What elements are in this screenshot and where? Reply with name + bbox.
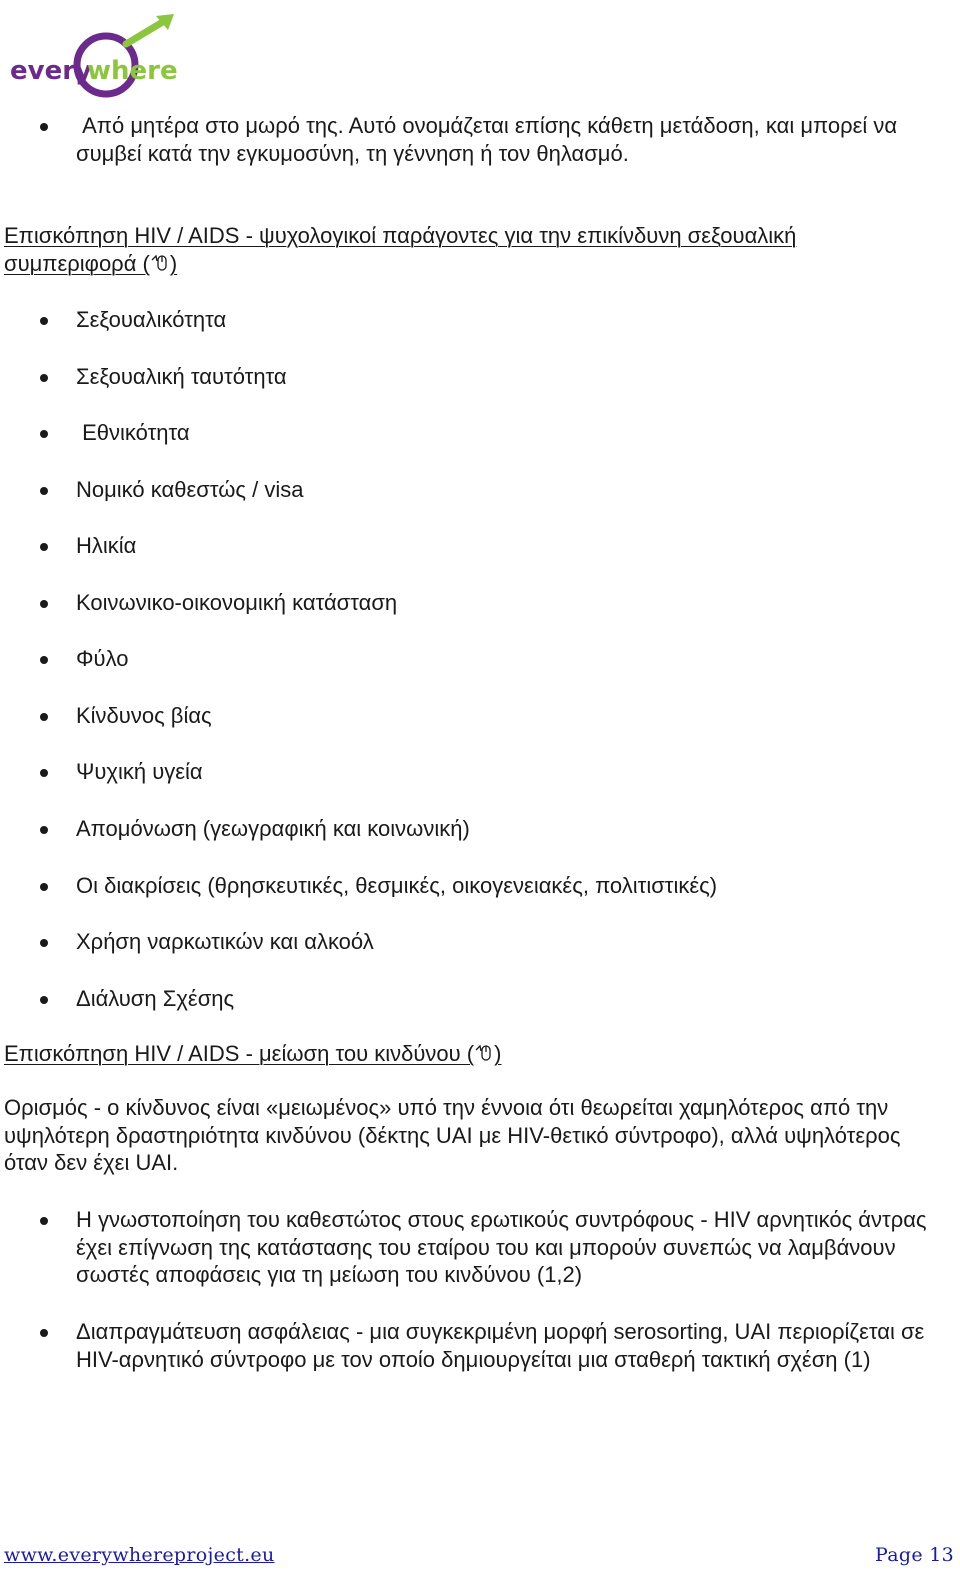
section-heading-risk-factors: [4, 222, 930, 280]
bullet-dot-icon: [40, 883, 48, 891]
list-item-text: Οι διακρίσεις (θρησκευτικές, θεσμικές, οικογενειακές, πολιτιστικές): [76, 873, 718, 898]
bullet-dot-icon: [40, 543, 48, 551]
bullet-dot-icon: [40, 656, 48, 664]
list-item-text: Ηλικία: [76, 533, 137, 558]
bullet-dot-icon: [40, 600, 48, 608]
heading-text-suffix: ): [494, 1041, 502, 1066]
logo-text-every: every: [10, 56, 92, 86]
footer-website-link[interactable]: www.everywhereproject.eu: [4, 1544, 275, 1566]
list-item-text: Απομόνωση (γεωγραφική και κοινωνική): [76, 816, 470, 841]
bullet-dot-icon: [40, 713, 48, 721]
list-item-text: Εθνικότητα: [76, 420, 190, 445]
section-heading-risk-reduction: [4, 1040, 930, 1071]
bullet-dot-icon: [40, 996, 48, 1004]
list-item-text: Διαπραγμάτευση ασφάλειας - μια συγκεκριμένη μορφή serosorting, UAI περιορίζεται σε HIV-αρνητικό σύντροφο με τον οποίο δημιουργείται μια σταθερή τακτική σχέση (1): [76, 1319, 931, 1372]
list-item-text: Ψυχική υγεία: [76, 759, 203, 784]
list-item-text: Η γνωστοποίηση του καθεστώτος στους ερωτικούς συντρόφους - HIV αρνητικός άντρας έχει επίγνωση της κατάστασης του εταίρου του και μπορούν συνεπώς να λαμβάνουν σωστές αποφάσεις για τη μείωση του κινδύνου (1,2): [76, 1207, 933, 1287]
bullet-dot-icon: [40, 430, 48, 438]
bullet-dot-icon: [40, 123, 48, 131]
bullet-dot-icon: [40, 1217, 48, 1225]
bullet-dot-icon: [40, 1329, 48, 1337]
list-item-text: Κίνδυνος βίας: [76, 703, 212, 728]
heading-text: Επισκόπηση HIV / AIDS - ψυχολογικοί παράγοντες για την επικίνδυνη σεξουαλική συμπεριφορά (: [4, 223, 797, 276]
mouse-pointer-icon: [474, 1042, 494, 1071]
list-item-text: Χρήση ναρκωτικών και αλκοόλ: [76, 929, 374, 954]
bullet-dot-icon: [40, 374, 48, 382]
everywhere-logo: [8, 10, 180, 102]
bullet-dot-icon: [40, 826, 48, 834]
list-item-text: Νομικό καθεστώς / visa: [76, 477, 304, 502]
list-item-text: Διάλυση Σχέσης: [76, 986, 235, 1011]
list-item-text: Σεξουαλική ταυτότητα: [76, 364, 287, 389]
page-number: Page 13: [875, 1544, 954, 1566]
bullet-dot-icon: [40, 769, 48, 777]
bullet-dot-icon: [40, 487, 48, 495]
list-item-text: Κοινωνικο-οικονομική κατάσταση: [76, 590, 398, 615]
heading-text: Επισκόπηση HIV / AIDS - μείωση του κινδύνου (: [4, 1041, 475, 1066]
list-item-text: Σεξουαλικότητα: [76, 307, 227, 332]
list-item-text: Από μητέρα στο μωρό της. Αυτό ονομάζεται επίσης κάθετη μετάδοση, και μπορεί να συμβεί κατά την εγκυμοσύνη, τη γέννηση ή τον θηλασμό.: [76, 113, 904, 166]
bullet-dot-icon: [40, 939, 48, 947]
bullet-dot-icon: [40, 317, 48, 325]
definition-paragraph: Ορισμός - ο κίνδυνος είναι «μειωμένος» υπό την έννοια ότι θεωρείται χαμηλότερος από την υψηλότερη δραστηριότητα κινδύνου (δέκτης UAI με HIV-θετικό σύντροφο), αλλά υψηλότερος όταν δεν έχει UAI.: [4, 1095, 901, 1175]
mouse-pointer-icon: [150, 252, 170, 281]
logo-text-where: where: [87, 56, 178, 86]
heading-text-suffix: ): [169, 250, 178, 276]
list-item-text: Φύλο: [76, 646, 129, 671]
